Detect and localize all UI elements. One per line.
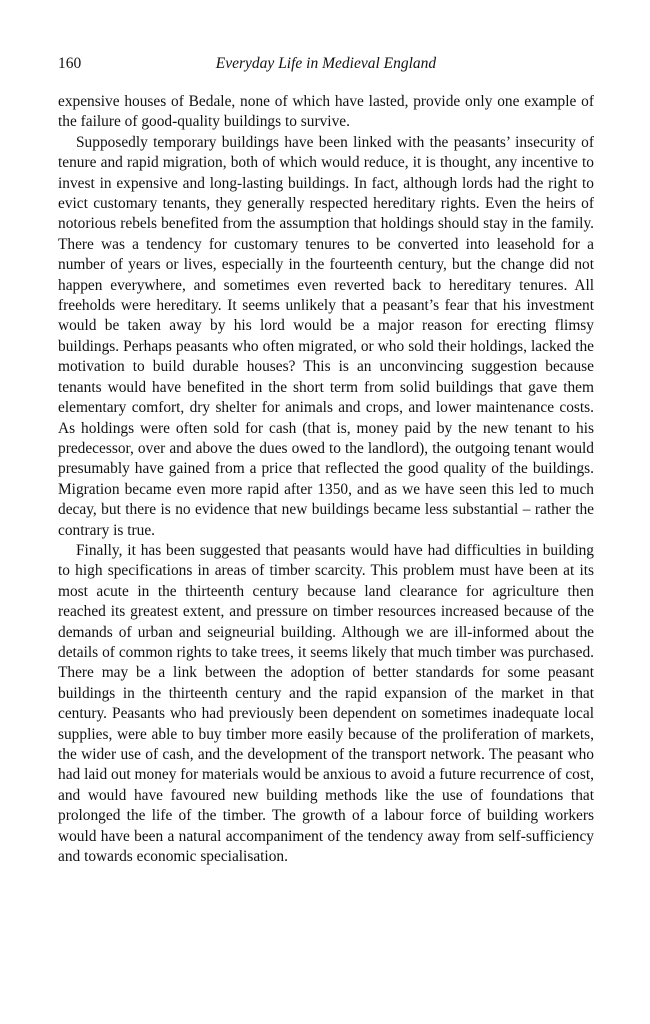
body-text	[58, 92, 594, 867]
paragraph-temporary-buildings: Supposedly temporary buildings have been linked with the peasants’ insecurity of tenure and rapid migration, both of which would reduce, it is thought, any incentive to invest in expensive and long-lasting buildings. In fact, although lords had the right to evict customary tenants, they generally respected hereditary rights. Even the heirs of notorious rebels benefited from the assumption that holdings should stay in the family. There was a tendency for customary tenures to be converted into leasehold for a number of years or lives, especially in the fourteenth century, but the change did not happen everywhere, and sometimes even reverted back to hereditary tenures. All freeholds were hereditary. It seems unlikely that a peasant’s fear that his investment would be taken away by his lord would be a major reason for erecting flimsy buildings. Perhaps peasants who often migrated, or who sold their holdings, lacked the motivation to build durable houses? This is an unconvincing suggestion because tenants would have benefited in the short term from solid buildings that gave them elementary comfort, dry shelter for animals and crops, and lower maintenance costs. As holdings were often sold for cash (that is, money paid by the new tenant to his predecessor, over and above the dues owed to the landlord), the outgoing tenant would presumably have gained from a price that reflected the good quality of the buildings. Migration became even more rapid after 1350, and as we have seen this led to much decay, but there is no evidence that new buildings became less substantial – rather the contrary is true.	[58, 133, 594, 539]
running-title: Everyday Life in Medieval England	[215, 55, 437, 72]
page-number: 160	[58, 55, 82, 72]
paragraph-timber-scarcity: Finally, it has been suggested that peasants would have had difficulties in building to high specifications in areas of timber scarcity. This problem must have been at its most acute in the thirteenth century because land clearance for agriculture then reached its greatest extent, and pressure on timber resources increased because of the demands of urban and seigneurial building. Although we are ill-informed about the details of common rights to take trees, it seems likely that much timber was purchased. There may be a link between the adoption of better standards for some peasant buildings in the thirteenth century and the rapid expansion of the market in that century. Peasants who had previously been dependent on sometimes inadequate local supplies, were able to buy timber more easily because of the proliferation of markets, the wider use of cash, and the development of the transport network. The peasant who had laid out money for materials would be anxious to avoid a future recurrence of cost, and would have favoured new building methods like the use of foundations that prolonged the life of the timber. The growth of a labour force of building workers would have been a natural accompaniment of the tendency away from self-sufficiency and towards economic specialisation.	[58, 541, 594, 866]
paragraph-continued: expensive houses of Bedale, none of which have lasted, provide only one example of the failure of good-quality buildings to survive.	[58, 93, 594, 131]
book-page	[58, 54, 594, 867]
running-head	[58, 54, 594, 78]
